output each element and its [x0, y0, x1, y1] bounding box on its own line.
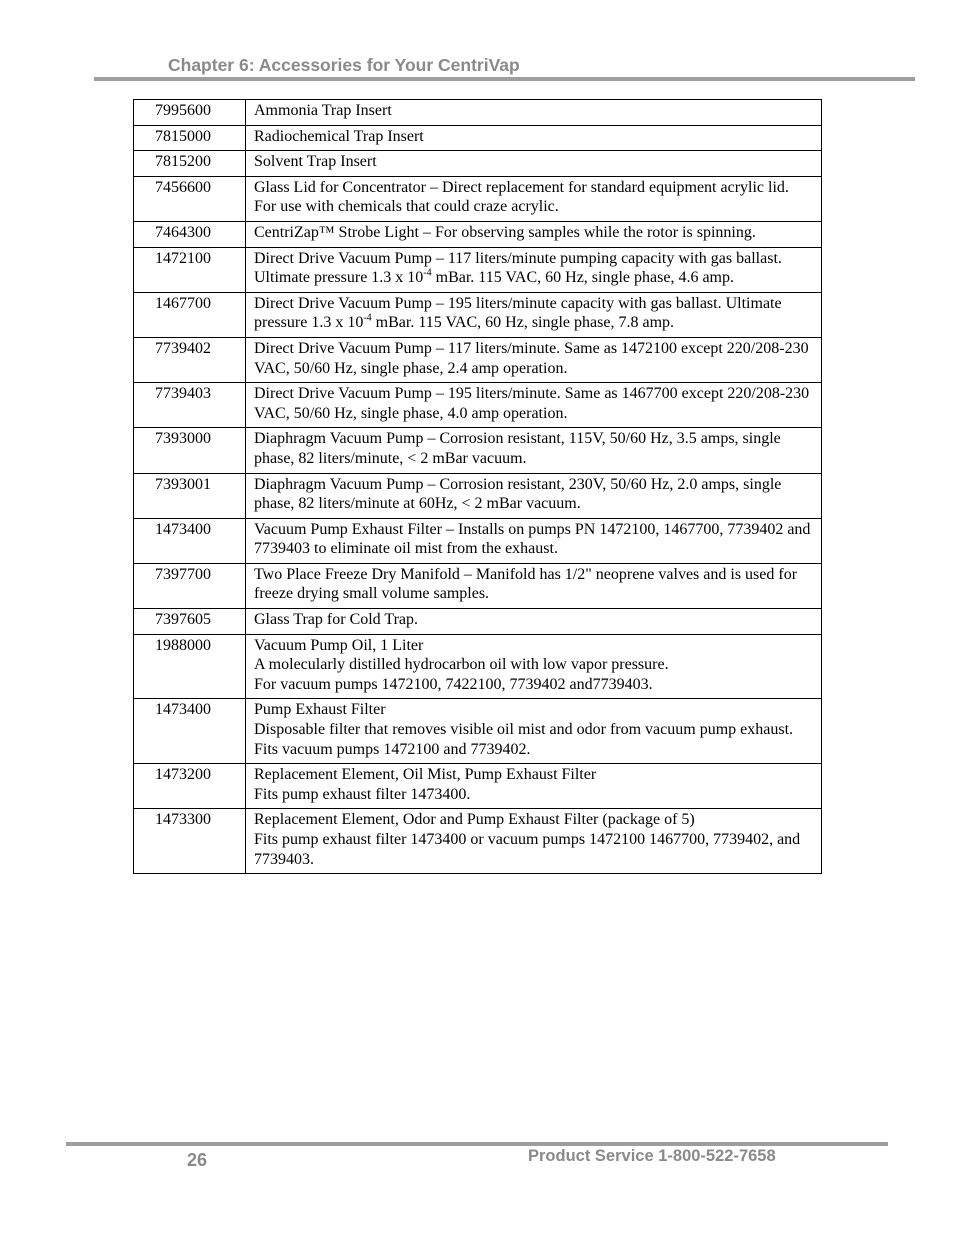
table-row [134, 473, 822, 518]
footer-divider [66, 1142, 888, 1146]
description-cell [246, 518, 822, 563]
description-cell [246, 125, 822, 151]
header-divider [94, 77, 915, 81]
description-cell [246, 473, 822, 518]
part-number-cell: 7397700 [134, 563, 246, 608]
description-line: Glass Trap for Cold Trap. [254, 611, 419, 629]
part-number-cell: 7393000 [134, 428, 246, 473]
part-number-cell: 7815000 [134, 125, 246, 151]
part-number-cell: 7739403 [134, 383, 246, 428]
table-row [134, 100, 822, 126]
chapter-title: Chapter 6: Accessories for Your CentriVap [168, 55, 520, 75]
description-text: mBar. 115 VAC, 60 Hz, single phase, 7.8 amp. [371, 314, 675, 332]
table-row [134, 383, 822, 428]
part-number-cell: 1473200 [134, 764, 246, 809]
part-number-cell: 7464300 [134, 221, 246, 247]
description-line: Radiochemical Trap Insert [254, 127, 424, 145]
description-text: mBar. 115 VAC, 60 Hz, single phase, 4.6 amp. [431, 269, 734, 287]
accessories-parts-table [133, 99, 822, 874]
table-row [134, 809, 822, 874]
table-row [134, 151, 822, 177]
description-cell [246, 221, 822, 247]
description-line: Direct Drive Vacuum Pump – 117 liters/minute. Same as 1472100 except 220/208-230 VAC, 50/60 Hz, single phase, 2.4 amp operation. [254, 339, 809, 377]
table-row [134, 764, 822, 809]
description-line: Fits pump exhaust filter 1473400. [254, 785, 471, 803]
description-line: Disposable filter that removes visible oil mist and odor from vacuum pump exhaust. Fits vacuum pumps 1472100 and 7739402. [254, 721, 794, 758]
table-row [134, 125, 822, 151]
description-cell [246, 428, 822, 473]
description-line: Two Place Freeze Dry Manifold – Manifold has 1/2" neoprene valves and is used for freeze drying small volume samples. [254, 565, 798, 603]
table-row [134, 634, 822, 699]
description-line: Diaphragm Vacuum Pump – Corrosion resistant, 230V, 50/60 Hz, 2.0 amps, single phase, 82 liters/minute at 60Hz, < 2 mBar vacuum. [254, 475, 782, 513]
part-number-cell: 1472100 [134, 247, 246, 292]
table-row [134, 221, 822, 247]
description-cell [246, 764, 822, 809]
part-number-cell: 7995600 [134, 100, 246, 126]
description-cell [246, 383, 822, 428]
parts-table-body [134, 100, 822, 874]
description-cell [246, 292, 822, 337]
part-number-cell: 1467700 [134, 292, 246, 337]
table-row [134, 428, 822, 473]
table-row [134, 337, 822, 382]
table-row [134, 247, 822, 292]
description-line: Replacement Element, Odor and Pump Exhaust Filter (package of 5) [254, 811, 695, 829]
part-number-cell: 7393001 [134, 473, 246, 518]
description-line: Glass Lid for Concentrator – Direct replacement for standard equipment acrylic lid. For use with chemicals that could craze acrylic. [254, 178, 789, 216]
part-number-cell: 1988000 [134, 634, 246, 699]
description-cell [246, 151, 822, 177]
description-line: Direct Drive Vacuum Pump – 195 liters/minute. Same as 1467700 except 220/208-230 VAC, 50/60 Hz, single phase, 4.0 amp operation. [254, 385, 810, 422]
description-text: Direct Drive Vacuum Pump – 195 liters/minute capacity with gas ballast. Ultimate pressure 1.3 x 10 [254, 294, 782, 332]
page-number: 26 [187, 1150, 208, 1170]
description-cell [246, 563, 822, 608]
table-row [134, 563, 822, 608]
description-line: Vacuum Pump Exhaust Filter – Installs on pumps PN 1472100, 1467700, 7739402 and 7739403 to eliminate oil mist from the exhaust. [254, 520, 811, 558]
table-row [134, 518, 822, 563]
description-line: Diaphragm Vacuum Pump – Corrosion resistant, 115V, 50/60 Hz, 3.5 amps, single phase, 82 liters/minute, < 2 mBar vacuum. [254, 430, 781, 467]
description-cell [246, 247, 822, 292]
description-cell [246, 809, 822, 874]
part-number-cell: 1473400 [134, 518, 246, 563]
description-line: For vacuum pumps 1472100, 7422100, 7739402 and7739403. [254, 675, 653, 693]
description-cell [246, 609, 822, 635]
table-row [134, 292, 822, 337]
exponent-superscript: -4 [423, 267, 432, 279]
description-text: Direct Drive Vacuum Pump – 117 liters/minute pumping capacity with gas ballast. Ultimate pressure 1.3 x 10 [254, 249, 782, 287]
description-line: Pump Exhaust Filter [254, 701, 386, 719]
part-number-cell: 1473400 [134, 699, 246, 764]
part-number-cell: 7456600 [134, 176, 246, 221]
description-cell [246, 176, 822, 221]
description-line: Vacuum Pump Oil, 1 Liter [254, 636, 424, 654]
table-row [134, 609, 822, 635]
description-cell [246, 634, 822, 699]
part-number-cell: 7397605 [134, 609, 246, 635]
part-number-cell: 1473300 [134, 809, 246, 874]
part-number-cell: 7815200 [134, 151, 246, 177]
description-cell [246, 337, 822, 382]
description-line: Ammonia Trap Insert [254, 102, 392, 119]
description-line: A molecularly distilled hydrocarbon oil with low vapor pressure. [254, 656, 669, 674]
table-row [134, 176, 822, 221]
description-line: Fits pump exhaust filter 1473400 or vacuum pumps 1472100 1467700, 7739402, and 7739403. [254, 831, 801, 868]
description-line: Replacement Element, Oil Mist, Pump Exhaust Filter [254, 766, 597, 784]
table-row [134, 699, 822, 764]
description-cell [246, 100, 822, 126]
product-service-phone: Product Service 1-800-522-7658 [528, 1147, 776, 1165]
exponent-superscript: -4 [363, 313, 372, 325]
description-line: CentriZap™ Strobe Light – For observing samples while the rotor is spinning. [254, 223, 756, 241]
description-line: Solvent Trap Insert [254, 153, 377, 171]
part-number-cell: 7739402 [134, 337, 246, 382]
description-cell [246, 699, 822, 764]
